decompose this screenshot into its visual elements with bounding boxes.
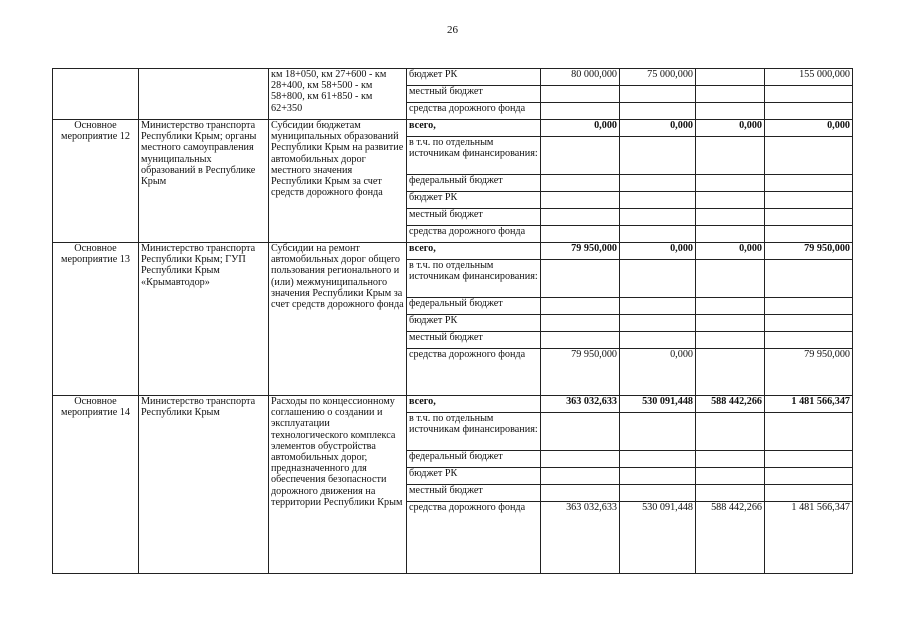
source-total-label: всего, bbox=[407, 396, 541, 413]
source-label: в т.ч. по отдельным источникам финансирования: bbox=[407, 260, 541, 298]
value-cell: 79 950,000 bbox=[765, 349, 853, 396]
total-cell: 0,000 bbox=[765, 120, 853, 137]
value-cell: 75 000,000 bbox=[620, 69, 696, 86]
activity-description: Субсидии бюджетам муниципальных образований Республики Крым на развитие автомобильных дорог местного значения Республики Крым за счет средств дорожного фонда bbox=[269, 120, 407, 243]
executor-cell bbox=[139, 69, 269, 120]
activity-description: Расходы по концессионному соглашению о создании и эксплуатации технологического комплекса элементов обустройства автомобильных дорог, предназначенного для обеспечения безопасности дорожного движения на территории Республики Крым bbox=[269, 396, 407, 574]
total-cell: 1 481 566,347 bbox=[765, 396, 853, 413]
source-label: федеральный бюджет bbox=[407, 451, 541, 468]
page-number: 26 bbox=[447, 24, 458, 36]
source-total-label: всего, bbox=[407, 120, 541, 137]
source-label: местный бюджет bbox=[407, 209, 541, 226]
activity-description: Субсидии на ремонт автомобильных дорог общего пользования регионального и (или) межмуниципального значения Республики Крым за счет средств дорожного фонда bbox=[269, 243, 407, 396]
executor: Министерство транспорта Республики Крым; ГУП Республики Крым «Крымавтодор» bbox=[139, 243, 269, 396]
activity-cell bbox=[53, 69, 139, 120]
table-row bbox=[53, 243, 853, 260]
source-total-label: всего, bbox=[407, 243, 541, 260]
total-cell: 530 091,448 bbox=[620, 396, 696, 413]
total-cell: 0,000 bbox=[620, 120, 696, 137]
table-row bbox=[53, 396, 853, 413]
value-cell: 1 481 566,347 bbox=[765, 502, 853, 574]
source-label: средства дорожного фонда bbox=[407, 226, 541, 243]
description-cell: км 18+050, км 27+600 - км 28+400, км 58+500 - км 58+800, км 61+850 - км 62+350 bbox=[269, 69, 407, 120]
source-label: бюджет РК bbox=[407, 69, 541, 86]
source-label: федеральный бюджет bbox=[407, 298, 541, 315]
source-label: средства дорожного фонда bbox=[407, 349, 541, 396]
table-row bbox=[53, 69, 853, 86]
total-cell: 0,000 bbox=[541, 120, 620, 137]
source-label: бюджет РК bbox=[407, 468, 541, 485]
value-cell: 155 000,000 bbox=[765, 69, 853, 86]
value-cell: 530 091,448 bbox=[620, 502, 696, 574]
value-cell bbox=[696, 69, 765, 86]
total-cell: 0,000 bbox=[696, 243, 765, 260]
total-cell: 79 950,000 bbox=[541, 243, 620, 260]
total-cell: 0,000 bbox=[620, 243, 696, 260]
source-label: местный бюджет bbox=[407, 86, 541, 103]
source-label: средства дорожного фонда bbox=[407, 502, 541, 574]
source-label: средства дорожного фонда bbox=[407, 103, 541, 120]
source-label: бюджет РК bbox=[407, 315, 541, 332]
total-cell: 79 950,000 bbox=[765, 243, 853, 260]
activity-name: Основное мероприятие 13 bbox=[53, 243, 139, 396]
source-label: в т.ч. по отдельным источникам финансирования: bbox=[407, 137, 541, 175]
value-cell bbox=[696, 349, 765, 396]
value-cell: 79 950,000 bbox=[541, 349, 620, 396]
total-cell: 588 442,266 bbox=[696, 396, 765, 413]
source-label: местный бюджет bbox=[407, 485, 541, 502]
table-row bbox=[53, 120, 853, 137]
source-label: бюджет РК bbox=[407, 192, 541, 209]
value-cell: 588 442,266 bbox=[696, 502, 765, 574]
executor: Министерство транспорта Республики Крым bbox=[139, 396, 269, 574]
budget-table bbox=[52, 68, 853, 574]
total-cell: 363 032,633 bbox=[541, 396, 620, 413]
value-cell: 0,000 bbox=[620, 349, 696, 396]
total-cell: 0,000 bbox=[696, 120, 765, 137]
value-cell: 80 000,000 bbox=[541, 69, 620, 86]
value-cell: 363 032,633 bbox=[541, 502, 620, 574]
activity-name: Основное мероприятие 12 bbox=[53, 120, 139, 243]
source-label: в т.ч. по отдельным источникам финансирования: bbox=[407, 413, 541, 451]
executor: Министерство транспорта Республики Крым; органы местного самоуправления муниципальных образований в Республике Крым bbox=[139, 120, 269, 243]
source-label: местный бюджет bbox=[407, 332, 541, 349]
source-label: федеральный бюджет bbox=[407, 175, 541, 192]
activity-name: Основное мероприятие 14 bbox=[53, 396, 139, 574]
